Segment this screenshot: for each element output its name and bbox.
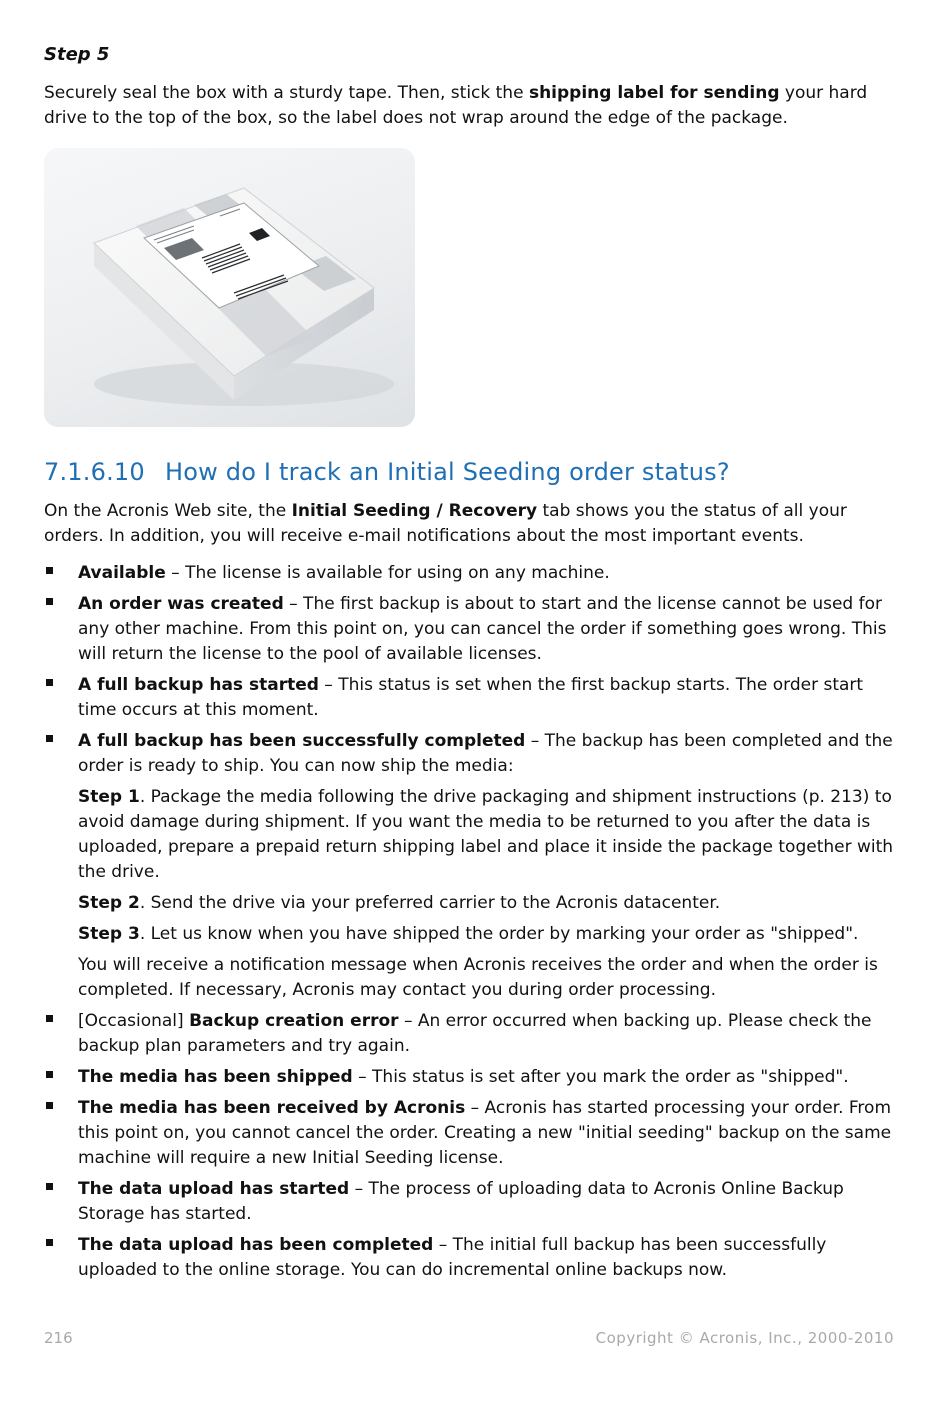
status-item-available — [44, 561, 894, 586]
ship-step-text: . Send the drive via your preferred carrier to the Acronis datacenter. — [139, 893, 721, 913]
status-desc: – The backup has been completed and the order is ready to ship. You can now ship the media: — [78, 731, 893, 776]
status-item-media-received — [44, 1096, 894, 1171]
status-term: Available — [78, 563, 166, 583]
status-term: A full backup has been successfully completed — [78, 731, 526, 751]
status-prefix: [Occasional] — [78, 1011, 190, 1031]
initial-seeding-tab-name: Initial Seeding / Recovery — [291, 501, 538, 521]
step-5-text-start: Securely seal the box with a sturdy tape. Then, stick the — [44, 83, 529, 103]
shipping-box-illustration — [44, 148, 415, 427]
ship-step-text: . Package the media following the drive packaging and shipment instructions (p. 213) to avoid damage during shipment. If you want the media to be returned to you after the data is uploaded, prepare a prepaid return shipping label and place it inside the package together with the drive. — [78, 787, 894, 882]
section-intro — [44, 499, 894, 549]
status-term: The data upload has started — [78, 1179, 350, 1199]
status-term: An order was created — [78, 594, 284, 614]
status-term: The media has been received by Acronis — [78, 1098, 466, 1118]
status-item-upload-completed — [44, 1233, 894, 1283]
status-desc: – The process of uploading data to Acronis Online Backup Storage has started. — [78, 1179, 844, 1224]
notification-note: You will receive a notification message when Acronis receives the order and when the order is completed. If necessary, Acronis may contact you during order processing. — [78, 955, 878, 1000]
ship-step-label: Step 1 — [78, 787, 140, 807]
bullet-square-icon — [46, 598, 53, 605]
section-intro-end: tab shows you the status of all your orders. In addition, you will receive e-mail notifications about the most important events. — [44, 501, 847, 546]
status-desc: – The license is available for using on any machine. — [165, 563, 610, 583]
step-5-text — [44, 81, 894, 131]
ship-step-3 — [78, 922, 894, 947]
step-5-heading: Step 5 — [44, 44, 110, 65]
bullet-square-icon — [46, 1183, 53, 1190]
bullet-square-icon — [46, 1071, 53, 1078]
status-desc: – The first backup is about to start and the license cannot be used for any other machine. From this point on, you can cancel the order if something goes wrong. This will return the license to the pool of available licenses. — [78, 594, 887, 664]
status-item-backup-error — [44, 1009, 894, 1059]
section-number: 7.1.6.10 — [44, 458, 145, 486]
status-term: Backup creation error — [189, 1011, 399, 1031]
bullet-square-icon — [46, 1239, 53, 1246]
status-desc: – An error occurred when backing up. Please check the backup plan parameters and try again. — [78, 1011, 872, 1056]
bullet-square-icon — [46, 1015, 53, 1022]
bullet-square-icon — [46, 735, 53, 742]
ship-step-2 — [78, 891, 894, 916]
status-term: The data upload has been completed — [78, 1235, 434, 1255]
status-desc: – The initial full backup has been successfully uploaded to the online storage. You can do incremental online backups now. — [78, 1235, 827, 1280]
step-5-text-bold: shipping label for sending — [528, 83, 780, 103]
copyright-notice: Copyright © Acronis, Inc., 2000-2010 — [595, 1329, 894, 1347]
ship-step-label: Step 2 — [78, 893, 140, 913]
status-item-media-shipped — [44, 1065, 894, 1090]
status-desc: – This status is set after you mark the order as "shipped". — [352, 1067, 849, 1087]
bullet-square-icon — [46, 679, 53, 686]
status-desc: – This status is set when the first backup starts. The order start time occurs at this moment. — [78, 675, 864, 720]
step-5-text-end: your hard drive to the top of the box, so the label does not wrap around the edge of the package. — [44, 83, 868, 128]
ship-step-text: . Let us know when you have shipped the order by marking your order as "shipped". — [139, 924, 859, 944]
status-term: The media has been shipped — [78, 1067, 353, 1087]
ship-step-label: Step 3 — [78, 924, 140, 944]
status-list — [44, 561, 894, 1289]
status-desc: – Acronis has started processing your order. From this point on, you cannot cancel the order. Creating a new "initial seeding" backup on the same machine will require a new Initial Seeding license. — [78, 1098, 892, 1168]
ship-step-1 — [78, 785, 894, 885]
status-item-backup-started — [44, 673, 894, 723]
bullet-square-icon — [46, 1102, 53, 1109]
status-item-backup-completed — [44, 729, 894, 1003]
page-number: 216 — [44, 1329, 73, 1347]
status-item-upload-started — [44, 1177, 894, 1227]
package-photo — [44, 148, 415, 427]
bullet-square-icon — [46, 567, 53, 574]
status-item-order-created — [44, 592, 894, 667]
section-intro-start: On the Acronis Web site, the — [44, 501, 292, 521]
section-title: How do I track an Initial Seeding order status? — [165, 458, 730, 486]
status-term: A full backup has started — [78, 675, 319, 695]
section-heading — [44, 458, 730, 486]
